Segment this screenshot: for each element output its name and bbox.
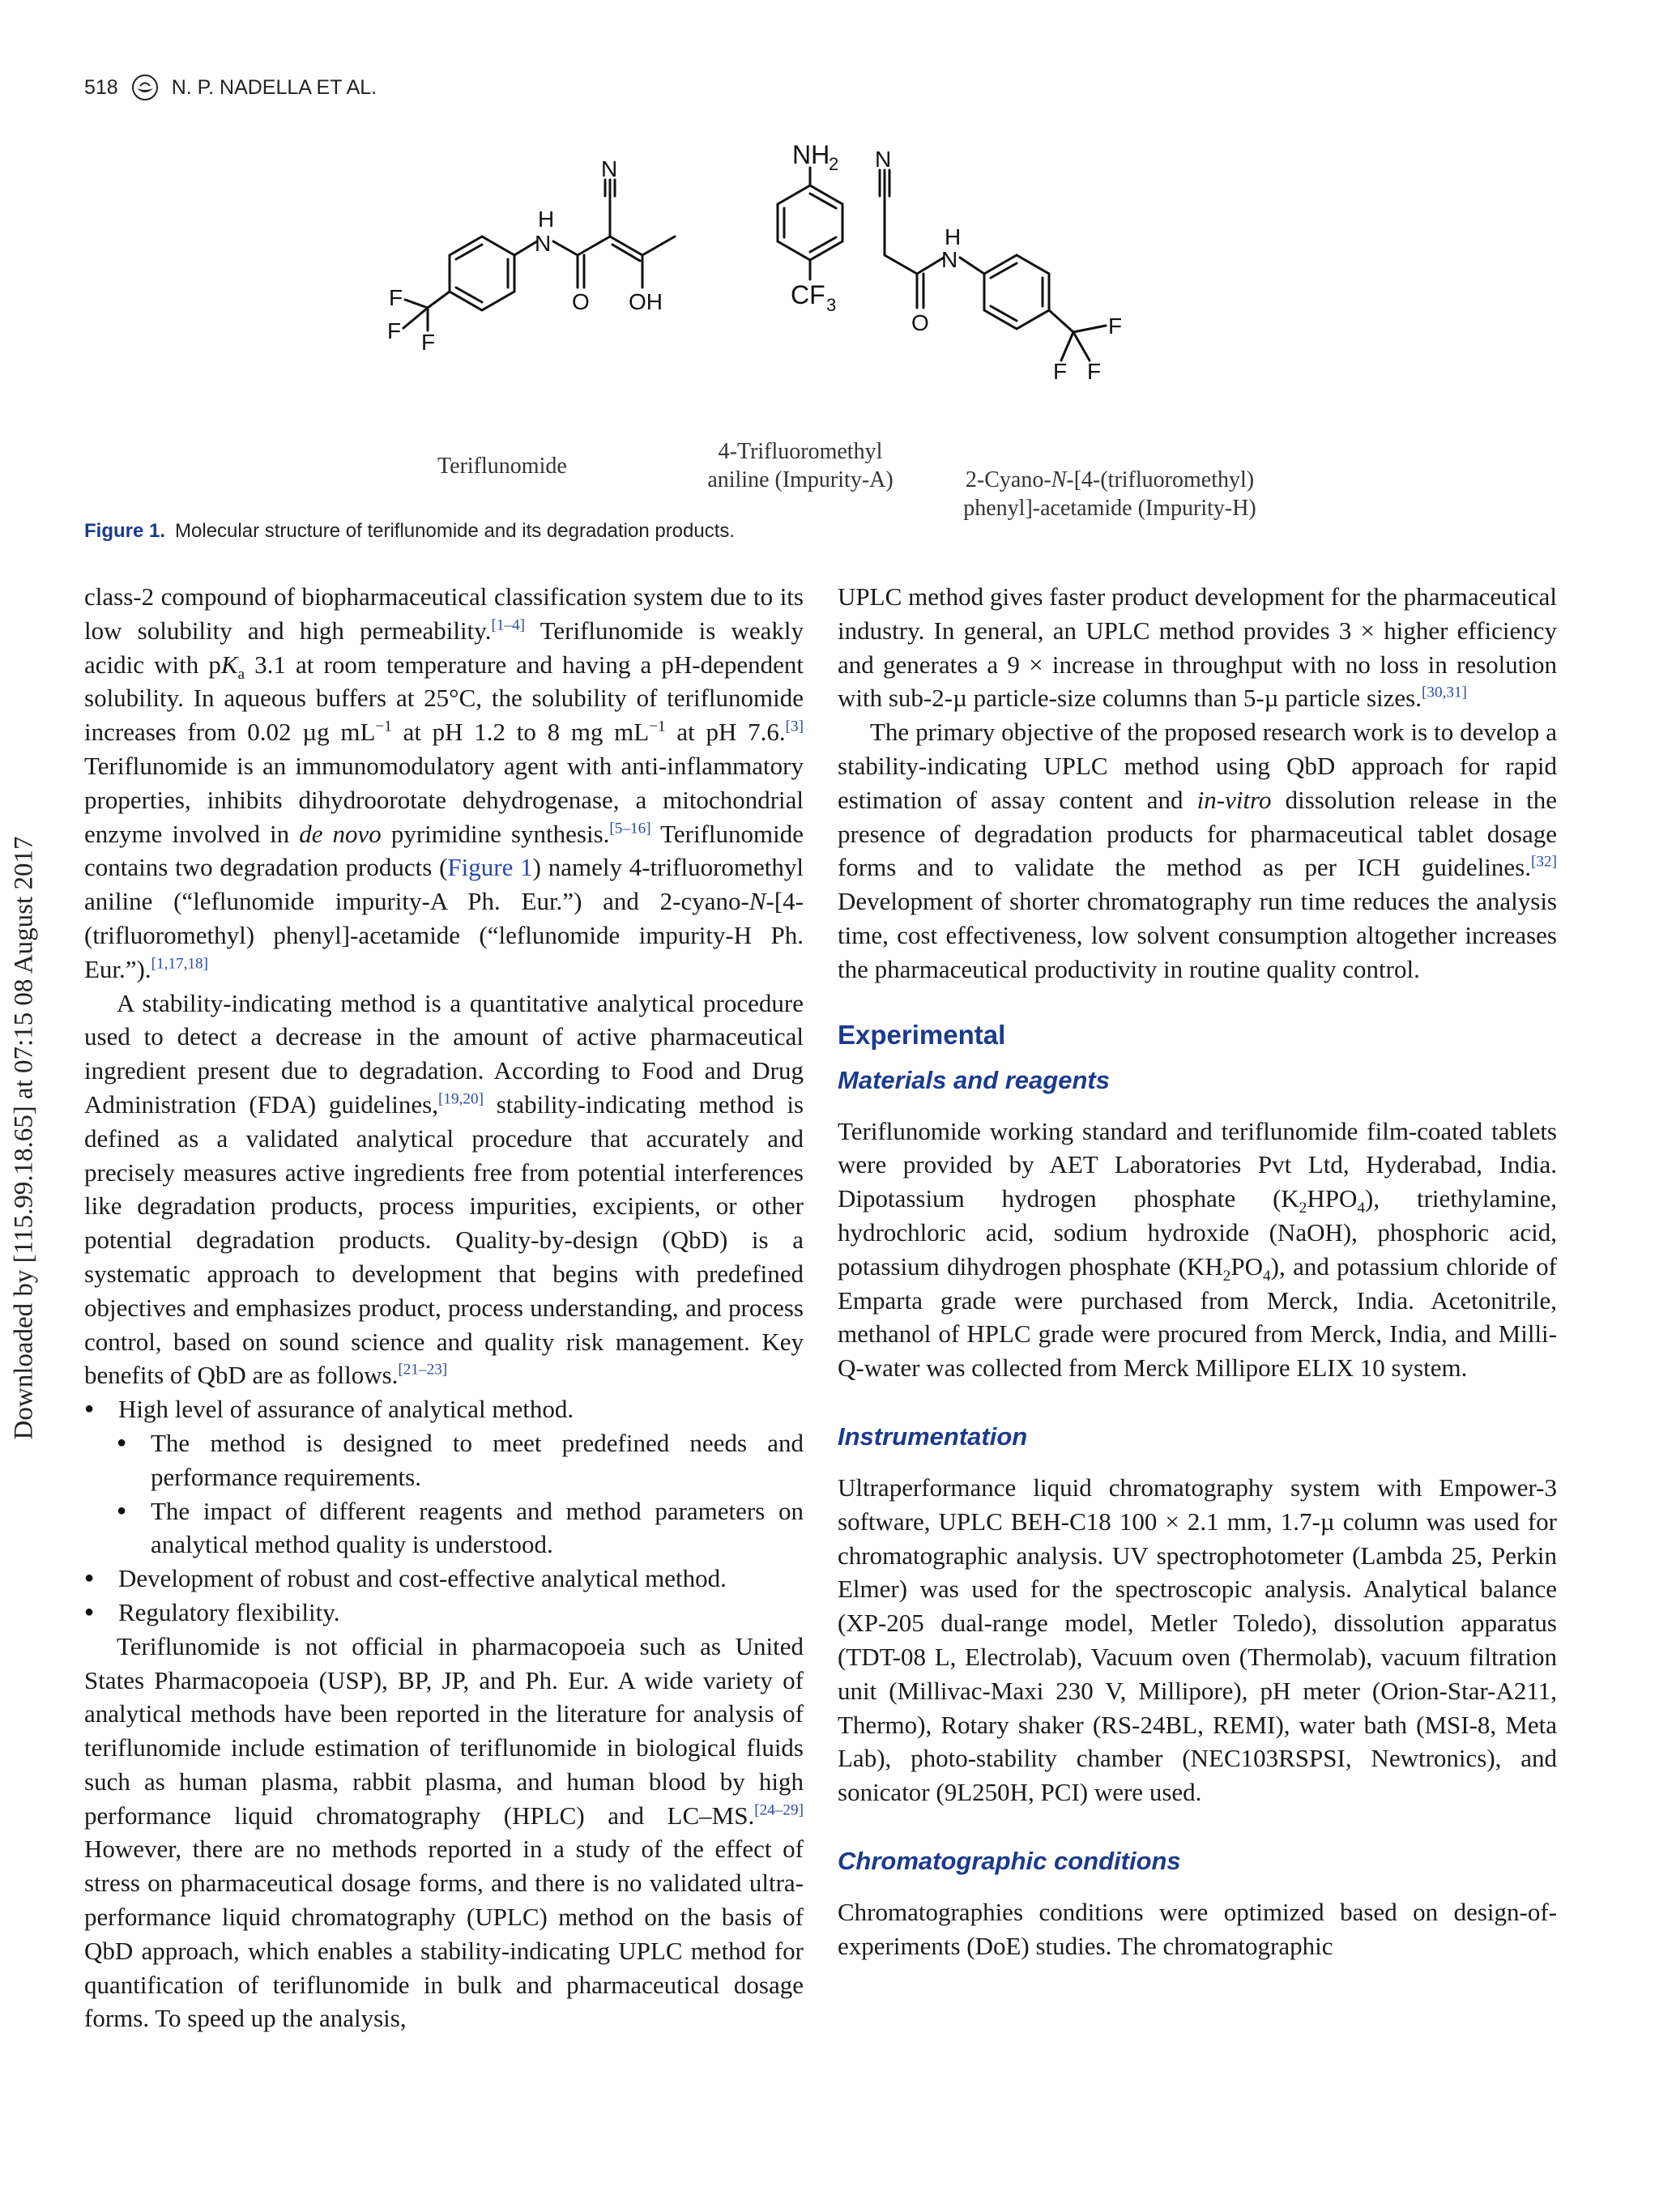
impurity-h-label: 2-Cyano-N-[4-(trifluoromethyl) phenyl]-acetamide (Impurity-H) bbox=[963, 467, 1256, 521]
citation-link[interactable]: [24–29] bbox=[754, 1801, 804, 1819]
atom-F: F bbox=[421, 330, 436, 355]
paragraph: UPLC method gives faster product development for the pharmaceutical industry. In general, an UPLC method provides 3 × higher efficiency and generates a 9 × increase in throughput with no loss in resolution with sub-2-µ particle-size columns than 5-µ particle sizes.[30,31] bbox=[838, 582, 1557, 713]
figure-link[interactable]: Figure 1 bbox=[447, 853, 533, 882]
page-number: 518 bbox=[84, 75, 118, 99]
atom-N: N bbox=[941, 247, 958, 272]
citation-link[interactable]: [1,17,18] bbox=[151, 955, 209, 973]
atom-F: F bbox=[387, 318, 402, 343]
teriflunomide-ring bbox=[450, 237, 514, 310]
list-item: ● High level of assurance of analytical method. bbox=[117, 1392, 804, 1426]
atom-F: F bbox=[1087, 359, 1102, 384]
citation-link[interactable]: [21–23] bbox=[398, 1362, 448, 1379]
paragraph: Teriflunomide working standard and teriflunomide film-coated tablets were provided by AET Laboratories Pvt Ltd, Hyderabad, India. Dipotassium hydrogen phosphate $(K_2HPO_4)$, triethylamine, hydrochloric acid, sodium hydroxide (NaOH), phosphoric acid, potassium dihydrogen phosphate $(KH_2PO_4)$, and potassium chloride of Emparta grade were purchased from Merck, India. Acetonitrile, methanol of HPLC grade were procured from Merck, India, and Milli-Q-water was collected from Merck Millipore ELIX 10 system. bbox=[838, 1116, 1558, 1383]
citation-link[interactable]: [30,31] bbox=[1421, 684, 1467, 702]
citation-link[interactable]: [1–4] bbox=[491, 616, 526, 634]
atom-O: O bbox=[572, 289, 590, 314]
paragraph: class-2 compound of biopharmaceutical classification system due to its low solubility and high permeability.[1–4] Teriflunomide is weakly acidic with $pK_a$ 3.1 at room temperature and having a pH-dependent solubility. In aqueous buffers at 25°C, the solubility of teriflunomide increases from 0.02 µg $mL^{-1}$ at pH 1.2 to 8 mg $mL^{-1}$ at pH 7.6.[3] Teriflunomide is an immunomodulatory agent with anti-inflammatory properties, inhibits dihydroorotate dehydrogenase, a mitochondrial enzyme involved in de novo pyrimidine synthesis.[5–16] Teriflunomide contains two degradation products (Figure 1) namely 4-trifluoromethyl aniline (“leflunomide impurity-A Ph. Eur.”) and 2-cyano-N-[4-(trifluoromethyl) phenyl]-acetamide (“leflunomide impurity-H Ph. Eur.”).[1,17,18] bbox=[84, 582, 804, 983]
atom-F: F bbox=[1053, 359, 1068, 384]
paragraph: Teriflunomide is not official in pharmacopoeia such as United States Pharmacopoeia (USP), BP, JP, and Ph. Eur. A wide variety of analytical methods have been reported in the literature for analysis of teriflunomide include estimation of teriflunomide in biological fluids such as human plasma, rabbit plasma, and human blood by high performance liquid chromatography (HPLC) and LC–MS.[24–29] However, there are no methods reported in a study of the effect of stress on pharmaceutical dosage forms, and there is no validated ultra-performance liquid chromatography (UPLC) method on the basis of QbD approach, which enables a stability-indicating UPLC method for quantification of teriflunomide in bulk and pharmaceutical dosage forms. To speed up the analysis, bbox=[84, 1631, 804, 2033]
impurity-a-ring bbox=[778, 185, 842, 260]
atom-H: H bbox=[538, 207, 555, 232]
atom-OH: OH bbox=[629, 289, 663, 314]
impurity-h-ring bbox=[984, 255, 1049, 329]
running-authors: N. P. NADELLA ET AL. bbox=[171, 75, 377, 99]
atom-CF3: CF bbox=[791, 280, 825, 309]
section-heading-experimental: Experimental bbox=[838, 1019, 1006, 1050]
figure-caption bbox=[84, 520, 735, 543]
paragraph: Ultraperformance liquid chromatography system with Empower-3 software, UPLC BEH-C18 100 × 2.1 mm, 1.7-µ column was used for chromatographic analysis. UV spectrophotometer (Lambda 25, Perkin Elmer) was used for the spectroscopic analysis. Analytical balance (XP-205 dual-range model, Metler Toledo), dissolution apparatus (TDT-08 L, Electrolab), Vacuum oven (Thermolab), vacuum filtration unit (Millivac-Maxi 230 V, Millipore), pH meter (Orion-Star-A211, Thermo), Rotary shaker (RS-24BL, REMI), water bath (MSI-8, Meta Lab), photo-stability chamber (NEC103RSPSI, Newtronics), and sonicator (9L250H, PCI) were used. bbox=[838, 1473, 1557, 1807]
atom-F: F bbox=[389, 285, 403, 310]
paragraph: The primary objective of the proposed research work is to develop a stability-indicating UPLC method using QbD approach for rapid estimation of assay content and in-vitro dissolution release in the presence of degradation products for pharmaceutical tablet dosage forms and to validate the method as per ICH guidelines.[32] Development of shorter chromatography run time reduces the analysis time, cost effectiveness, low solvent consumption altogether increases the pharmaceutical productivity in routine quality control. bbox=[838, 718, 1557, 983]
right-column bbox=[838, 580, 1557, 1963]
caption-text: Molecular structure of teriflunomide and its degradation products. bbox=[175, 520, 736, 542]
figure-number: Figure 1. bbox=[84, 520, 166, 542]
download-sidebar bbox=[0, 0, 49, 2212]
bullet-list bbox=[84, 1392, 804, 1426]
subsection-heading-chromatographic: Chromatographic conditions bbox=[838, 1846, 1181, 1875]
atom-N: N bbox=[601, 156, 618, 181]
left-column bbox=[84, 580, 804, 2035]
citation-link[interactable]: [19,20] bbox=[438, 1090, 484, 1108]
subsection-heading-instrumentation: Instrumentation bbox=[838, 1421, 1028, 1451]
download-note: Downloaded by [115.99.18.65] at 07:15 08 August 2017 bbox=[9, 836, 39, 1440]
citation-link[interactable]: [32] bbox=[1531, 854, 1557, 872]
list-item: ● The method is designed to meet predefined needs and performance requirements. bbox=[149, 1426, 804, 1494]
figure-1 bbox=[340, 138, 1296, 521]
atom-NH2: NH bbox=[792, 140, 830, 169]
atom-N: N bbox=[535, 231, 552, 256]
citation-link[interactable]: [3] bbox=[785, 718, 804, 735]
sub-bullet-list bbox=[84, 1426, 804, 1562]
atom-CF3-subscript: 3 bbox=[826, 295, 837, 315]
paragraph: A stability-indicating method is a quantitative analytical procedure used to detect a decrease in the amount of active pharmaceutical ingredient present due to degradation. According to Food and Drug Administration (FDA) guidelines,[19,20] stability-indicating method is defined as a validated analytical procedure that accurately and precisely measures active ingredients free from potential interferences like degradation products, process impurities, excipients, or other potential degradation products. Quality-by-design (QbD) is a systematic approach to development that begins with predefined objectives and emphasizes product, process understanding, and process control, based on sound science and quality risk management. Key benefits of QbD are as follows.[21–23] bbox=[84, 988, 804, 1390]
bullet-list bbox=[84, 1562, 804, 1630]
list-item: ● The impact of different reagents and method parameters on analytical method quality is understood. bbox=[149, 1494, 804, 1562]
atom-H: H bbox=[945, 224, 962, 249]
publisher-logo-icon bbox=[131, 74, 159, 101]
impurity-a-label: 4-Trifluoromethyl aniline (Impurity-A) bbox=[707, 439, 893, 492]
atom-F: F bbox=[1108, 313, 1123, 339]
atom-NH2-subscript: 2 bbox=[829, 154, 839, 174]
list-item: ● Development of robust and cost-effective analytical method. bbox=[117, 1562, 804, 1596]
citation-link[interactable]: [5–16] bbox=[609, 820, 651, 837]
list-item: ● Regulatory flexibility. bbox=[117, 1596, 804, 1630]
subsection-heading-materials: Materials and reagents bbox=[838, 1065, 1110, 1094]
running-header bbox=[84, 71, 377, 104]
atom-O: O bbox=[911, 310, 929, 335]
atom-N: N bbox=[875, 147, 892, 172]
paragraph: Chromatographies conditions were optimized based on design-of-experiments (DoE) studies. The chromatographic bbox=[838, 1897, 1557, 1960]
teriflunomide-label: Teriflunomide bbox=[437, 454, 567, 479]
